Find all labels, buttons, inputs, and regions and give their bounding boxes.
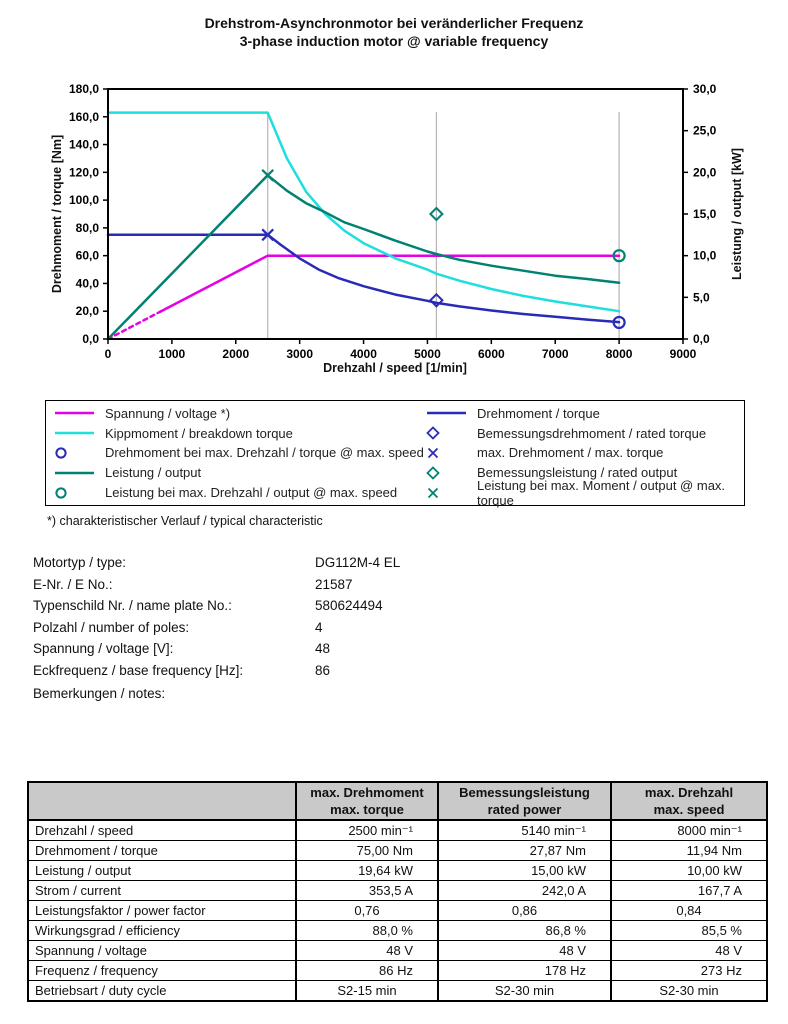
row-label: Spannung / voltage xyxy=(28,941,296,961)
cell-value: 48 V xyxy=(611,941,767,961)
info-label: Polzahl / number of poles: xyxy=(33,619,190,635)
legend-item-torque-at-max-speed xyxy=(54,443,426,462)
info-label: Typenschild Nr. / name plate No.: xyxy=(33,598,232,613)
legend-item-output-at-max-torque xyxy=(426,477,736,508)
legend-item-rated-torque xyxy=(426,424,736,443)
header-max-torque: max. Drehmoment max. torque xyxy=(296,782,438,820)
info-value: 86 xyxy=(315,662,331,678)
row-label: Frequenz / frequency xyxy=(28,961,296,981)
table-row-efficiency xyxy=(28,921,767,941)
right-tick-label: 0,0 xyxy=(693,332,710,346)
info-label: Motortyp / type: xyxy=(33,555,127,570)
diamond-marker-icon xyxy=(426,426,468,440)
cell-value: 48 V xyxy=(296,941,438,961)
legend-label: Bemessungsdrehmoment / rated torque xyxy=(477,425,707,441)
cell-value: 19,64 kW xyxy=(296,861,438,881)
cell-value: 0,86 xyxy=(438,901,611,921)
left-axis-title: Drehmoment / torque [Nm] xyxy=(50,134,64,294)
plot-border xyxy=(108,89,683,339)
table-row-torque xyxy=(28,841,767,861)
cell-value: 0,84 xyxy=(611,901,767,921)
legend-item-max-torque xyxy=(426,443,736,462)
table-row-power-factor xyxy=(28,901,767,921)
row-label: Betriebsart / duty cycle xyxy=(28,981,296,1002)
cell-value: 15,00 kW xyxy=(438,861,611,881)
table-row-duty-cycle xyxy=(28,981,767,1002)
right-tick-label: 10,0 xyxy=(693,248,717,263)
notes-label: Bemerkungen / notes: xyxy=(33,686,166,701)
cell-value: 0,76 xyxy=(296,901,438,921)
cell-value: 86 Hz xyxy=(296,961,438,981)
row-label: Leistung / output xyxy=(28,861,296,881)
cell-value: S2-30 min xyxy=(611,981,767,1002)
info-row-voltage xyxy=(33,638,400,660)
right-tick-label: 30,0 xyxy=(693,82,717,96)
torque-line-sample xyxy=(426,407,468,419)
cell-value: 48 V xyxy=(438,941,611,961)
header-max-speed: max. Drehzahl max. speed xyxy=(611,782,767,820)
circle-marker-icon xyxy=(54,486,96,500)
info-value: 21587 xyxy=(315,576,353,592)
cell-value: 178 Hz xyxy=(438,961,611,981)
info-value: 4 xyxy=(315,619,323,635)
characteristic-footnote: *) charakteristischer Verlauf / typical characteristic xyxy=(47,514,323,528)
page-title xyxy=(0,14,788,50)
torque-line xyxy=(108,235,619,322)
left-tick-label: 0,0 xyxy=(82,332,99,346)
x-tick-label: 6000 xyxy=(477,347,505,361)
diamond-marker-icon xyxy=(426,466,468,480)
x-tick-label: 4000 xyxy=(350,347,377,361)
x-tick-label: 2000 xyxy=(222,347,250,361)
x-marker-icon xyxy=(426,486,468,500)
cell-value: 242,0 A xyxy=(438,881,611,901)
header-empty xyxy=(28,782,296,820)
cell-value: 27,87 Nm xyxy=(438,841,611,861)
legend-item-torque xyxy=(426,404,736,423)
x-tick-label: 5000 xyxy=(414,347,441,361)
cell-value: 167,7 A xyxy=(611,881,767,901)
row-label: Drehmoment / torque xyxy=(28,841,296,861)
legend-item-breakdown-torque xyxy=(54,424,426,443)
info-row-e-no xyxy=(33,574,400,596)
header-rated-power: Bemessungsleistung rated power xyxy=(438,782,611,820)
title-line-german: Drehstrom-Asynchronmotor bei veränderlicher Frequenz xyxy=(204,15,584,31)
info-label: Eckfrequenz / base frequency [Hz]: xyxy=(33,662,244,678)
row-label: Wirkungsgrad / efficiency xyxy=(28,921,296,941)
title-line-english: 3-phase induction motor @ variable frequency xyxy=(239,33,549,49)
right-tick-label: 25,0 xyxy=(693,123,717,138)
breakdown-torque-line xyxy=(108,113,619,312)
legend-label: Leistung bei max. Drehzahl / output @ max. speed xyxy=(105,485,398,501)
row-label: Strom / current xyxy=(28,881,296,901)
left-tick-label: 120,0 xyxy=(68,165,99,180)
chart-legend xyxy=(45,400,745,506)
operating-points-table xyxy=(27,781,768,1002)
motor-info-block xyxy=(33,552,400,681)
info-row-name-plate xyxy=(33,595,400,617)
output-line-sample xyxy=(54,467,96,479)
x-tick-label: 7000 xyxy=(541,347,569,361)
left-tick-label: 80,0 xyxy=(75,220,99,235)
info-row-poles xyxy=(33,617,400,639)
table-row-speed xyxy=(28,820,767,841)
table-row-voltage xyxy=(28,941,767,961)
info-label: Spannung / voltage [V]: xyxy=(33,641,174,656)
info-value: 48 xyxy=(315,641,331,656)
legend-label: Drehmoment / torque xyxy=(477,405,600,421)
voltage-characteristic-dashed-line xyxy=(108,312,160,339)
left-tick-label: 180,0 xyxy=(68,82,99,96)
info-row-base-frequency xyxy=(33,660,400,682)
row-label: Drehzahl / speed xyxy=(28,820,296,841)
cell-value: S2-30 min xyxy=(438,981,611,1002)
circle-marker-icon xyxy=(54,446,96,460)
breakdown-line-sample xyxy=(54,427,96,439)
cell-value: 353,5 A xyxy=(296,881,438,901)
right-tick-label: 5,0 xyxy=(693,290,710,305)
info-value: DG112M-4 EL xyxy=(315,555,401,570)
legend-label: Kippmoment / breakdown torque xyxy=(105,425,293,441)
legend-label: max. Drehmoment / max. torque xyxy=(477,445,664,461)
legend-label: Leistung bei max. Moment / output @ max. torque xyxy=(477,477,726,508)
table-row-frequency xyxy=(28,961,767,981)
legend-label: Drehmoment bei max. Drehzahl / torque @ max. speed xyxy=(105,445,424,461)
cell-value: 85,5 % xyxy=(611,921,767,941)
table-row-current xyxy=(28,881,767,901)
legend-label: Leistung / output xyxy=(105,465,202,481)
info-value: 580624494 xyxy=(315,598,383,613)
x-axis-title: Drehzahl / speed [1/min] xyxy=(323,361,467,375)
table-row-output xyxy=(28,861,767,881)
row-label: Leistungsfaktor / power factor xyxy=(28,901,296,921)
x-tick-label: 1000 xyxy=(158,347,186,361)
cell-value: 273 Hz xyxy=(611,961,767,981)
motor-chart-svg xyxy=(0,75,788,395)
x-tick-label: 8000 xyxy=(605,347,633,361)
x-tick-label: 3000 xyxy=(286,347,314,361)
cell-value: 10,00 kW xyxy=(611,861,767,881)
voltage-line xyxy=(160,256,619,312)
cell-value: 8000 min⁻¹ xyxy=(611,820,767,841)
left-tick-label: 20,0 xyxy=(75,304,99,319)
cell-value: 75,00 Nm xyxy=(296,841,438,861)
legend-item-output-at-max-speed xyxy=(54,483,426,502)
left-tick-label: 100,0 xyxy=(68,193,99,208)
right-tick-label: 15,0 xyxy=(693,207,717,221)
legend-item-output xyxy=(54,463,426,482)
cell-value: 86,8 % xyxy=(438,921,611,941)
left-tick-label: 40,0 xyxy=(75,276,99,291)
cell-value: 11,94 Nm xyxy=(611,841,767,861)
x-tick-label: 9000 xyxy=(669,347,697,361)
info-label: E-Nr. / E No.: xyxy=(33,576,113,592)
info-row-type xyxy=(33,552,400,574)
cell-value: 5140 min⁻¹ xyxy=(438,820,611,841)
right-tick-label: 20,0 xyxy=(693,165,717,180)
x-tick-label: 0 xyxy=(104,347,112,361)
right-axis-title: Leistung / output [kW] xyxy=(730,148,744,280)
cell-value: 2500 min⁻¹ xyxy=(296,820,438,841)
legend-label: Bemessungsleistung / rated output xyxy=(477,465,678,481)
left-tick-label: 60,0 xyxy=(75,248,99,263)
left-tick-label: 160,0 xyxy=(68,109,99,124)
table-header-row xyxy=(28,782,767,820)
legend-item-voltage xyxy=(54,404,426,423)
legend-label: Spannung / voltage *) xyxy=(105,405,231,421)
cell-value: S2-15 min xyxy=(296,981,438,1002)
x-marker-icon xyxy=(426,446,468,460)
voltage-line-sample xyxy=(54,407,96,419)
cell-value: 88,0 % xyxy=(296,921,438,941)
motor-characteristic-chart xyxy=(0,75,788,395)
left-tick-label: 140,0 xyxy=(68,137,99,152)
